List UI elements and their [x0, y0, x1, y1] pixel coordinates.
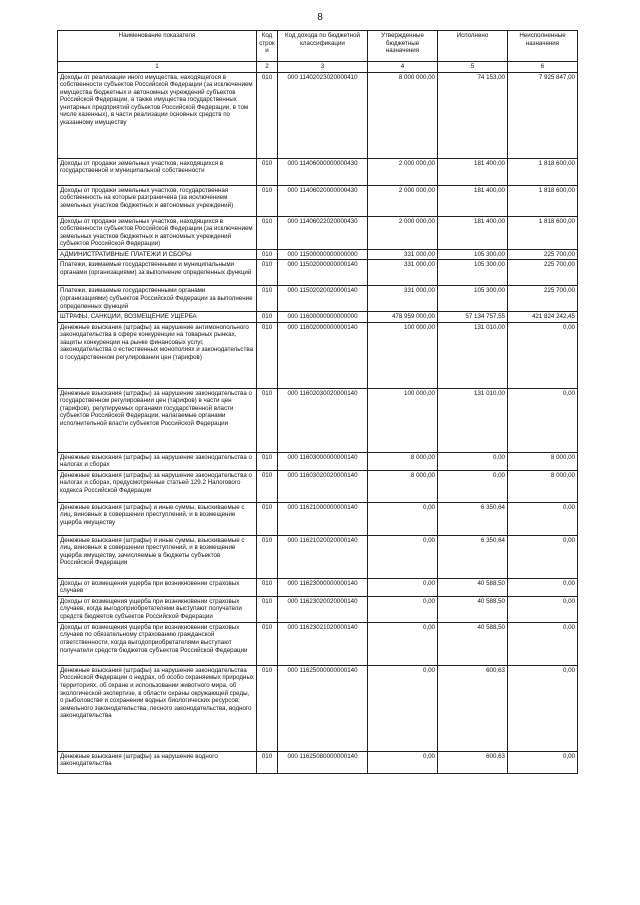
executed-amount: 181 400,00: [438, 216, 508, 249]
table-row: [58, 470, 578, 502]
approved-amount: 0,00: [368, 751, 438, 773]
executed-amount: 600,63: [438, 665, 508, 751]
table-row: [58, 622, 578, 665]
approved-amount: 8 000,00: [368, 452, 438, 470]
executed-amount: 131 010,00: [438, 388, 508, 452]
indicator-name: Платежи, взимаемые государственными и муниципальными органами (организациями) за выполнение определенных функций: [58, 260, 257, 286]
indicator-name: Денежные взыскания (штрафы) за нарушение законодательства Российской Федерации о недрах, об особо охраняемых природных территориях, об охране и использовании животного мира, об экологической экспертизе, в области охраны окружающей среды, о рыболовстве и сохранении водных биологических ресурсов, земельного законодательства, лесного законодательства, водного законодательства: [58, 665, 257, 751]
indicator-name: Денежные взыскания (штрафы) и иные суммы, взыскиваемые с лиц, виновных в совершении преступлений, и в возмещение ущерба имуществу: [58, 502, 257, 535]
row-code: 010: [257, 286, 278, 312]
budget-code: 000 11502000000000140: [278, 260, 368, 286]
unexecuted-amount: 0,00: [508, 322, 578, 388]
header-budget-code: Код дохода по бюджетной классификации: [278, 31, 368, 62]
budget-code: 000 11406020000000430: [278, 185, 368, 216]
approved-amount: 2 000 000,00: [368, 158, 438, 185]
budget-code: 000 11623021020000140: [278, 622, 368, 665]
unexecuted-amount: 1 818 600,00: [508, 158, 578, 185]
indicator-name: Доходы от реализации иного имущества, находящегося в собственности субъектов Российской Федерации (за исключением имущества бюджетных и автономных учреждений субъектов Российской Федерации, а также имущества государственных унитарных предприятий субъектов Российской Федерации, в том числе казенных), в части реализации основных средств по указанному имуществу: [58, 72, 257, 158]
approved-amount: 100 000,00: [368, 322, 438, 388]
column-index: 1: [58, 62, 257, 73]
row-code: 010: [257, 216, 278, 249]
table-row: [58, 249, 578, 260]
executed-amount: 105 300,00: [438, 260, 508, 286]
approved-amount: 0,00: [368, 665, 438, 751]
header-row-code: Код строк и: [257, 31, 278, 62]
table-row: [58, 72, 578, 158]
indicator-name: АДМИНИСТРАТИВНЫЕ ПЛАТЕЖИ И СБОРЫ: [58, 249, 257, 260]
row-code: 010: [257, 158, 278, 185]
budget-code: 000 11406000000000430: [278, 158, 368, 185]
table-row: [58, 158, 578, 185]
unexecuted-amount: 421 824 242,45: [508, 312, 578, 323]
approved-amount: 0,00: [368, 596, 438, 622]
unexecuted-amount: 0,00: [508, 596, 578, 622]
row-code: 010: [257, 470, 278, 502]
executed-amount: 600,63: [438, 751, 508, 773]
table-row: [58, 185, 578, 216]
approved-amount: 331 000,00: [368, 286, 438, 312]
table-row: [58, 322, 578, 388]
indicator-name: Доходы от продажи земельных участков, находящихся в государственной и муниципальной собственности: [58, 158, 257, 185]
unexecuted-amount: 0,00: [508, 751, 578, 773]
table-row: [58, 578, 578, 596]
column-index: 3: [278, 62, 368, 73]
unexecuted-amount: 0,00: [508, 535, 578, 578]
table-row: [58, 388, 578, 452]
row-code: 010: [257, 452, 278, 470]
budget-code: 000 11621020020000140: [278, 535, 368, 578]
executed-amount: 131 010,00: [438, 322, 508, 388]
budget-code: 000 11603020020000140: [278, 470, 368, 502]
column-index: 5: [438, 62, 508, 73]
indicator-name: Денежные взыскания (штрафы) за нарушение водного законодательства: [58, 751, 257, 773]
budget-code: 000 11500000000000000: [278, 249, 368, 260]
approved-amount: 0,00: [368, 535, 438, 578]
indicator-name: Денежные взыскания (штрафы) за нарушение законодательства о налогах и сборах, предусмотренные статьей 129.2 Налогового кодекса Российской Федерации: [58, 470, 257, 502]
executed-amount: 105 300,00: [438, 249, 508, 260]
table-row: [58, 312, 578, 323]
approved-amount: 478 959 000,00: [368, 312, 438, 323]
budget-code: 000 11625080000000140: [278, 751, 368, 773]
header-unexecuted: Неисполненные назначения: [508, 31, 578, 62]
row-code: 010: [257, 72, 278, 158]
indicator-name: Денежные взыскания (штрафы) за нарушение законодательства о налогах и сборах: [58, 452, 257, 470]
budget-code: 000 11603000000000140: [278, 452, 368, 470]
budget-code: 000 11602030020000140: [278, 388, 368, 452]
indicator-name: Денежные взыскания (штрафы) и иные суммы, взыскиваемые с лиц, виновных в совершении преступлений, и в возмещение ущерба имуществу, зачисляемые в бюджеты субъектов Российской Федерации: [58, 535, 257, 578]
table-row: [58, 216, 578, 249]
indicator-name: Доходы от возмещения ущерба при возникновении страховых случаев: [58, 578, 257, 596]
table-row: [58, 286, 578, 312]
row-code: 010: [257, 751, 278, 773]
column-index-row: [58, 62, 578, 73]
unexecuted-amount: 0,00: [508, 388, 578, 452]
executed-amount: 57 134 757,55: [438, 312, 508, 323]
unexecuted-amount: 7 925 847,00: [508, 72, 578, 158]
approved-amount: 8 000 000,00: [368, 72, 438, 158]
budget-code: 000 11402023020000410: [278, 72, 368, 158]
approved-amount: 8 000,00: [368, 470, 438, 502]
table-header-row: [58, 31, 578, 62]
table-row: [58, 452, 578, 470]
column-index: 2: [257, 62, 278, 73]
indicator-name: ШТРАФЫ, САНКЦИИ, ВОЗМЕЩЕНИЕ УЩЕРБА: [58, 312, 257, 323]
table-body: [58, 72, 578, 773]
row-code: 010: [257, 249, 278, 260]
budget-code: 000 11602000000000140: [278, 322, 368, 388]
indicator-name: Платежи, взимаемые государственными органами (организациями) субъектов Российской Федерации за выполнение определенных функций: [58, 286, 257, 312]
indicator-name: Доходы от продажи земельных участков, находящихся в собственности субъектов Российской Федерации (за исключением земельных участков бюджетных и автономных учреждений субъектов Российской Федерации): [58, 216, 257, 249]
header-executed: Исполнено: [438, 31, 508, 62]
budget-code: 000 11406022020000430: [278, 216, 368, 249]
executed-amount: 181 400,00: [438, 158, 508, 185]
executed-amount: 181 400,00: [438, 185, 508, 216]
row-code: 010: [257, 665, 278, 751]
row-code: 010: [257, 535, 278, 578]
row-code: 010: [257, 388, 278, 452]
row-code: 010: [257, 622, 278, 665]
indicator-name: Денежные взыскания (штрафы) за нарушение антимонопольного законодательства в сфере конкуренции на товарных рынках, защиты конкуренции на рынке финансовых услуг, законодательства о естественных монополиях и законодательства о государственном регулировании цен (тарифов): [58, 322, 257, 388]
executed-amount: 74 153,00: [438, 72, 508, 158]
revenue-table: [57, 30, 578, 774]
column-index: 6: [508, 62, 578, 73]
table-row: [58, 260, 578, 286]
budget-code: 000 11623000000000140: [278, 578, 368, 596]
table-row: [58, 751, 578, 773]
row-code: 010: [257, 260, 278, 286]
budget-code: 000 11621000000000140: [278, 502, 368, 535]
column-index: 4: [368, 62, 438, 73]
indicator-name: Доходы от продажи земельных участков, государственная собственность на которые разграничена (за исключением земельных участков бюджетных и автономных учреждений): [58, 185, 257, 216]
table-row: [58, 535, 578, 578]
executed-amount: 6 350,64: [438, 535, 508, 578]
table-row: [58, 596, 578, 622]
row-code: 010: [257, 578, 278, 596]
budget-code: 000 11600000000000000: [278, 312, 368, 323]
unexecuted-amount: 225 700,00: [508, 286, 578, 312]
budget-code: 000 11623020020000140: [278, 596, 368, 622]
executed-amount: 0,00: [438, 470, 508, 502]
unexecuted-amount: 0,00: [508, 502, 578, 535]
page-number: 8: [317, 12, 323, 23]
unexecuted-amount: 0,00: [508, 665, 578, 751]
row-code: 010: [257, 502, 278, 535]
approved-amount: 0,00: [368, 622, 438, 665]
approved-amount: 2 000 000,00: [368, 216, 438, 249]
row-code: 010: [257, 312, 278, 323]
unexecuted-amount: 8 000,00: [508, 470, 578, 502]
unexecuted-amount: 0,00: [508, 622, 578, 665]
executed-amount: 0,00: [438, 452, 508, 470]
executed-amount: 40 588,50: [438, 578, 508, 596]
executed-amount: 6 350,64: [438, 502, 508, 535]
approved-amount: 2 000 000,00: [368, 185, 438, 216]
executed-amount: 105 300,00: [438, 286, 508, 312]
indicator-name: Доходы от возмещения ущерба при возникновении страховых случаев, когда выгодоприобретателями выступают получатели средств бюджетов субъектов Российской Федерации: [58, 596, 257, 622]
budget-code: 000 11502020020000140: [278, 286, 368, 312]
approved-amount: 100 000,00: [368, 388, 438, 452]
budget-code: 000 11625000000000140: [278, 665, 368, 751]
header-approved: Утвержденные бюджетные назначения: [368, 31, 438, 62]
table-row: [58, 502, 578, 535]
unexecuted-amount: 8 000,00: [508, 452, 578, 470]
unexecuted-amount: 225 700,00: [508, 249, 578, 260]
table-row: [58, 665, 578, 751]
executed-amount: 40 588,50: [438, 596, 508, 622]
unexecuted-amount: 1 818 600,00: [508, 185, 578, 216]
indicator-name: Денежные взыскания (штрафы) за нарушение законодательства о государственном регулировании цен (тарифов) в части цен (тарифов), регулируемых органами государственной власти субъектов Российской Федерации, налагаемые органами исполнительной власти субъектов Российской Федерации: [58, 388, 257, 452]
row-code: 010: [257, 322, 278, 388]
row-code: 010: [257, 596, 278, 622]
approved-amount: 331 000,00: [368, 260, 438, 286]
unexecuted-amount: 0,00: [508, 578, 578, 596]
row-code: 010: [257, 185, 278, 216]
header-indicator-name: Наименование показателя: [58, 31, 257, 62]
unexecuted-amount: 1 818 600,00: [508, 216, 578, 249]
unexecuted-amount: 225 700,00: [508, 260, 578, 286]
approved-amount: 0,00: [368, 578, 438, 596]
executed-amount: 40 588,50: [438, 622, 508, 665]
approved-amount: 0,00: [368, 502, 438, 535]
indicator-name: Доходы от возмещения ущерба при возникновении страховых случаев по обязательному страхованию гражданской ответственности, когда выгодоприобретателями выступают получатели средств бюджетов субъектов Российской Федерации: [58, 622, 257, 665]
approved-amount: 331 000,00: [368, 249, 438, 260]
